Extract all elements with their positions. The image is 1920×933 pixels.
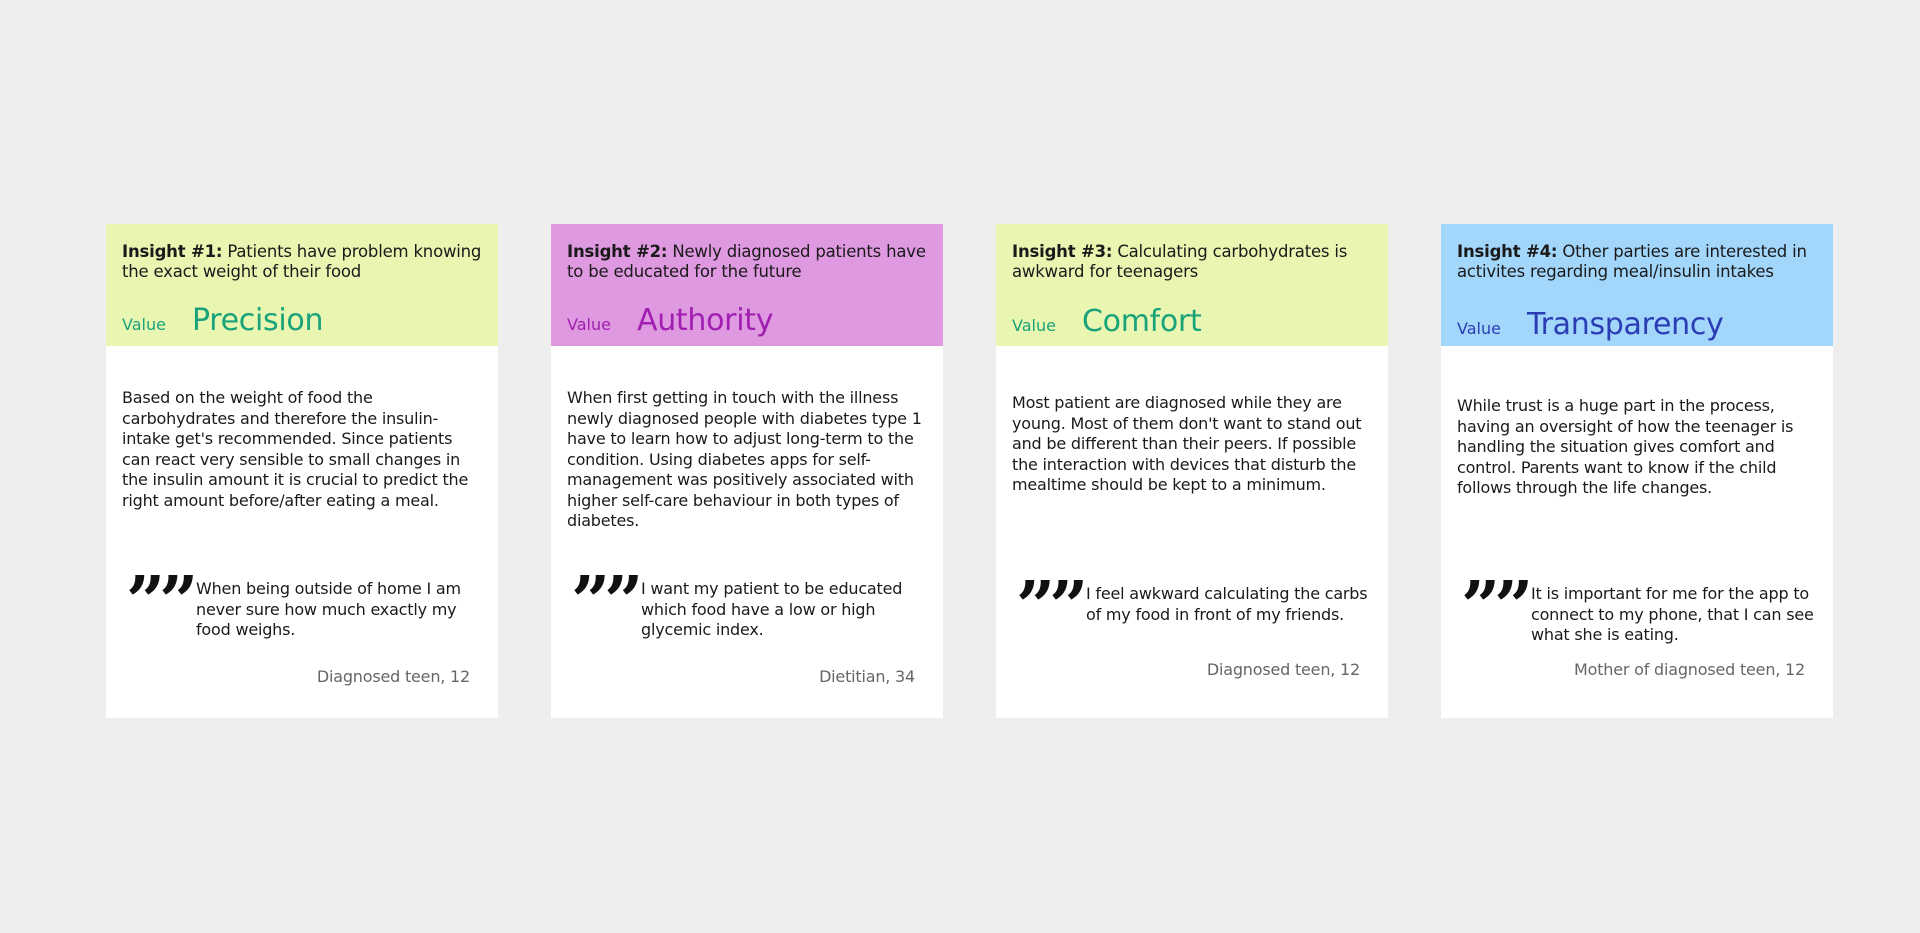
card-body	[106, 388, 498, 511]
card-header	[996, 224, 1388, 346]
insight-text: Newly diagnosed patients have to be educated for the future	[567, 242, 926, 281]
quote-block	[126, 562, 482, 642]
value-row	[1457, 307, 1724, 342]
insight-statement	[1012, 242, 1372, 282]
insight-description: Based on the weight of food the carbohydrates and therefore the insulin-intake get's recommended. Since patients can react very sensible to small changes in the insulin amount it is crucial to predict the right amount before/after eating a meal.	[122, 388, 469, 510]
insight-statement	[567, 242, 927, 282]
value-label: Value	[1457, 319, 1501, 338]
quote-icon: ””	[1461, 567, 1528, 647]
quote-text: It is important for me for the app to connect to my phone, that I can see what she is eating.	[1531, 584, 1814, 644]
insight-text: Calculating carbohydrates is awkward for teenagers	[1012, 242, 1348, 281]
value-name: Precision	[192, 303, 324, 338]
insight-number: Insight #2:	[567, 242, 668, 261]
insight-statement	[1457, 242, 1817, 282]
quote-text: I want my patient to be educated which food have a low or high glycemic index.	[641, 579, 903, 639]
quote-icon: ””	[571, 562, 638, 642]
card-body	[1441, 396, 1833, 499]
insight-number: Insight #3:	[1012, 242, 1113, 261]
value-name: Transparency	[1527, 307, 1724, 342]
value-row	[1012, 304, 1201, 339]
quote-attribution: Mother of diagnosed teen, 12	[1574, 660, 1805, 679]
quote-block	[1461, 567, 1817, 647]
value-label: Value	[1012, 316, 1056, 335]
value-row	[567, 303, 773, 338]
quote-icon: ””	[1016, 567, 1083, 647]
quote-block	[571, 562, 927, 642]
insight-statement	[122, 242, 482, 282]
insight-text: Other parties are interested in activites regarding meal/insulin intakes	[1457, 242, 1807, 281]
value-name: Authority	[637, 303, 774, 338]
quote-attribution: Dietitian, 34	[819, 667, 915, 686]
quote-text: When being outside of home I am never sure how much exactly my food weighs.	[196, 579, 461, 639]
card-body	[996, 393, 1388, 496]
insight-text: Patients have problem knowing the exact weight of their food	[122, 242, 482, 281]
quote-text: I feel awkward calculating the carbs of my food in front of my friends.	[1086, 584, 1368, 624]
card-header	[551, 224, 943, 346]
card-header	[1441, 224, 1833, 346]
insight-card-comfort	[996, 224, 1388, 718]
insight-number: Insight #1:	[122, 242, 223, 261]
card-header	[106, 224, 498, 346]
quote-attribution: Diagnosed teen, 12	[316, 667, 470, 686]
insight-number: Insight #4:	[1457, 242, 1558, 261]
value-label: Value	[567, 315, 611, 334]
insight-card-precision	[106, 224, 498, 718]
insight-card-authority	[551, 224, 943, 718]
insight-description: When first getting in touch with the illness newly diagnosed people with diabetes type 1 have to learn how to adjust long-term to the condition. Using diabetes apps for self-management was positively associated with higher self-care behaviour in both types of diabetes.	[567, 388, 922, 530]
quote-block	[1016, 567, 1372, 647]
insight-card-transparency	[1441, 224, 1833, 718]
value-row	[122, 303, 323, 338]
quote-icon: ””	[126, 562, 193, 642]
card-body	[551, 388, 943, 532]
insight-description: Most patient are diagnosed while they are young. Most of them don't want to stand out and be different than their peers. If possible the interaction with devices that disturb the mealtime should be kept to a minimum.	[1012, 393, 1362, 494]
value-label: Value	[122, 315, 166, 334]
quote-attribution: Diagnosed teen, 12	[1206, 660, 1360, 679]
value-name: Comfort	[1082, 304, 1202, 339]
insight-description: While trust is a huge part in the process, having an oversight of how the teenager is handling the situation gives comfort and control. Parents want to know if the child follows through the life changes.	[1457, 396, 1794, 497]
